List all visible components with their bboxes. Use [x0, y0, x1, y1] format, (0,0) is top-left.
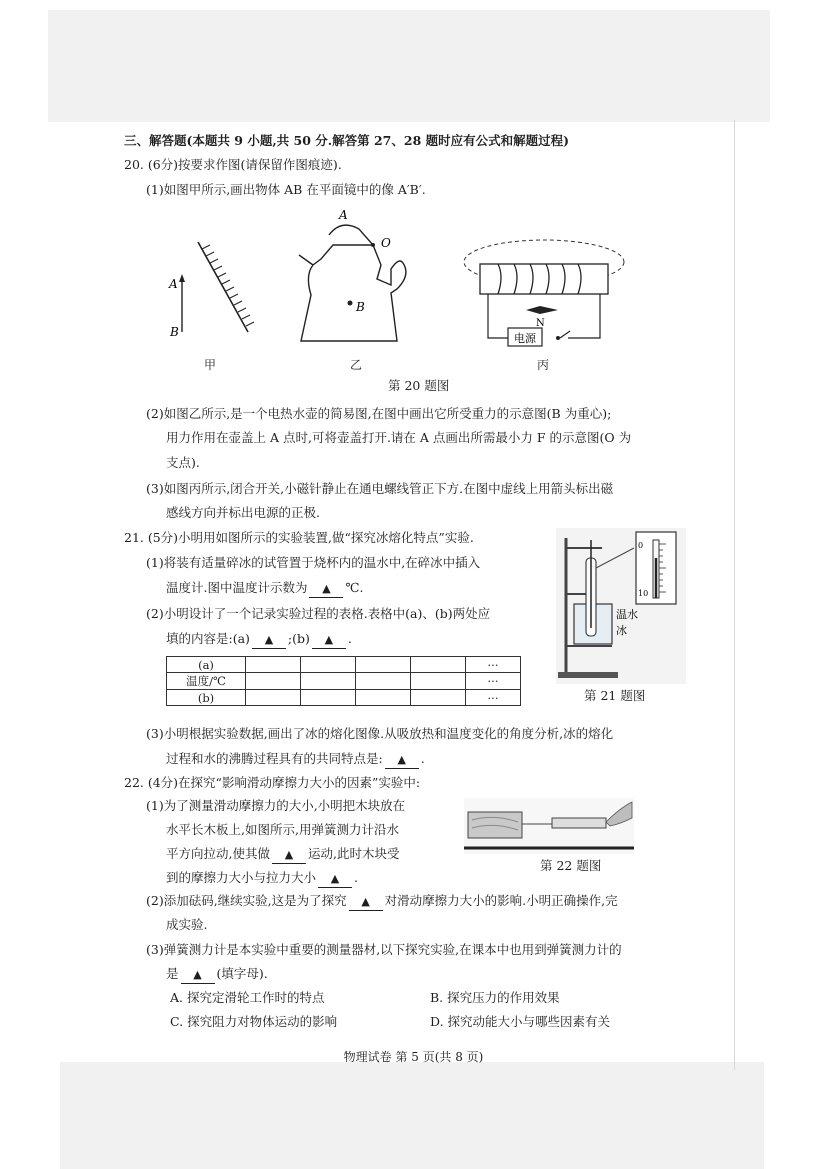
q20-part3-line2: 感线方向并标出电源的正极. — [166, 505, 320, 520]
object-arrowhead — [179, 274, 185, 282]
answer-blank-b[interactable]: ▲ — [312, 632, 346, 649]
ellipsis: ··· — [466, 657, 521, 673]
q20-part2-line2: 用力作用在壶盖上 A 点时,可将壶盖打开.请在 A 点画出所需最小力 F 的示意图(O 为 — [166, 430, 632, 445]
q22-part1-line4 — [166, 870, 358, 888]
center-b — [348, 301, 353, 306]
warm-water-label: 温水 — [616, 608, 638, 621]
mirror-hatching — [202, 245, 254, 326]
table-cell[interactable] — [356, 690, 411, 706]
q21-part2-line1: (2)小明设计了一个记录实验过程的表格.表格中(a)、(b)两处应 — [146, 606, 491, 621]
label-o: O — [381, 236, 391, 250]
table-cell[interactable] — [246, 690, 301, 706]
q21-part1-line1: (1)将装有适量碎冰的试管置于烧杯内的温水中,在碎冰中插入 — [146, 555, 481, 570]
answer-blank[interactable]: ▲ — [318, 871, 352, 888]
table-cell[interactable] — [301, 690, 356, 706]
answer-blank[interactable]: ▲ — [385, 752, 419, 769]
switch-lever — [560, 331, 570, 338]
answer-blank[interactable]: ▲ — [349, 894, 383, 911]
kettle-spout — [299, 255, 313, 265]
ellipsis: ··· — [466, 673, 521, 690]
table-cell[interactable] — [411, 690, 466, 706]
option-a[interactable]: A. 探究定滑轮工作时的特点 — [170, 990, 325, 1005]
q22-part2-line2: 成实验. — [166, 917, 208, 932]
option-c[interactable]: C. 探究阻力对物体运动的影响 — [170, 1014, 338, 1029]
text: 是 — [166, 966, 179, 981]
q22-part3-line2 — [166, 966, 268, 984]
option-d[interactable]: D. 探究动能大小与哪些因素有关 — [430, 1014, 611, 1029]
text: 温度计.图中温度计示数为 — [166, 580, 308, 595]
answer-blank[interactable]: ▲ — [181, 967, 215, 984]
switch-contact — [556, 336, 560, 340]
text: . — [420, 751, 425, 766]
table-cell[interactable] — [411, 673, 466, 690]
q20-part1: (1)如图甲所示,画出物体 AB 在平面镜中的像 A′B′. — [146, 182, 426, 197]
text: 过程和水的沸腾过程具有的共同特点是: — [166, 751, 383, 766]
record-table — [166, 656, 521, 706]
label-a: A — [169, 277, 178, 291]
row-head: (b) — [167, 690, 246, 706]
label-b: B — [356, 300, 365, 314]
figure-yi-kettle — [295, 205, 415, 350]
answer-blank[interactable]: ▲ — [309, 581, 343, 598]
scale-top: 0 — [638, 541, 644, 550]
option-b[interactable]: B. 探究压力的作用效果 — [430, 990, 560, 1005]
compass-needle — [526, 306, 558, 314]
scan-margin-top — [48, 10, 770, 122]
q20-stem: 20. (6分)按要求作图(请保留作图痕迹). — [124, 157, 342, 172]
q22-part1-line2: 水平长木板上,如图所示,用弹簧测力计沿水 — [166, 822, 399, 837]
text: 到的摩擦力大小与拉力大小 — [166, 870, 317, 885]
ellipsis: ··· — [466, 690, 521, 706]
table-cell[interactable] — [246, 657, 301, 673]
text: ℃. — [345, 580, 364, 595]
kettle-lid — [329, 225, 373, 245]
row-head: (a) — [167, 657, 246, 673]
q22-part1-line3 — [166, 846, 399, 864]
text: 运动,此时木块受 — [307, 846, 400, 861]
q22-part2-line1 — [146, 893, 618, 911]
text: (2)添加砝码,继续实验,这是为了探究 — [146, 893, 347, 908]
text: 填的内容是:(a) — [166, 631, 250, 646]
table-row — [167, 673, 521, 690]
text: . — [347, 631, 352, 646]
text: 平方向拉动,使其做 — [166, 846, 270, 861]
q22-part3-line1: (3)弹簧测力计是本实验中重要的测量器材,以下探究实验,在课本中也用到弹簧测力计的 — [146, 942, 622, 957]
text: 对滑动摩擦力大小的影响.小明正确操作,完 — [384, 893, 618, 908]
table-cell[interactable] — [356, 673, 411, 690]
scan-margin-bottom — [60, 1062, 764, 1169]
figure-jia-mirror — [160, 232, 255, 347]
q22-stem: 22. (4分)在探究“影响滑动摩擦力大小的因素”实验中: — [124, 775, 421, 790]
pivot-o — [371, 243, 375, 247]
text: ;(b) — [287, 631, 310, 646]
caption-jia: 甲 — [204, 358, 217, 372]
figure-bing-solenoid — [460, 222, 630, 352]
scale-bottom: 10 — [638, 589, 649, 598]
page-footer: 物理试卷 第 5 页(共 8 页) — [343, 1050, 484, 1064]
table-cell[interactable] — [246, 673, 301, 690]
figure-21-apparatus — [556, 528, 686, 684]
fig21-caption: 第 21 题图 — [584, 688, 646, 703]
label-b: B — [170, 325, 179, 339]
spring-scale — [552, 818, 606, 828]
row-head: 温度/℃ — [167, 673, 246, 690]
power-label: 电源 — [514, 332, 536, 345]
table-cell[interactable] — [411, 657, 466, 673]
kettle-body — [301, 245, 406, 341]
label-n: N — [536, 318, 545, 329]
q21-part3-line2 — [166, 751, 425, 769]
table-cell[interactable] — [356, 657, 411, 673]
caption-bing: 丙 — [537, 358, 550, 372]
answer-blank[interactable]: ▲ — [272, 847, 306, 864]
q21-stem: 21. (5分)小明用如图所示的实验装置,做“探究冰熔化特点”实验. — [124, 530, 474, 545]
plane-mirror — [198, 242, 248, 332]
table-row — [167, 690, 521, 706]
q22-part1-line1: (1)为了测量滑动摩擦力的大小,小明把木块放在 — [146, 798, 406, 813]
q21-part3-line1: (3)小明根据实验数据,画出了冰的熔化图像.从吸放热和温度变化的角度分析,冰的熔化 — [146, 726, 614, 741]
q21-part1-line2 — [166, 580, 363, 598]
section-title: 三、解答题(本题共 9 小题,共 50 分.解答第 27、28 题时应有公式和解题过程) — [124, 133, 570, 148]
fig22-caption: 第 22 题图 — [540, 858, 602, 873]
label-a: A — [339, 208, 348, 222]
page-edge — [734, 120, 735, 1070]
wood-block — [468, 812, 522, 838]
table-cell[interactable] — [301, 657, 356, 673]
wire-right — [568, 294, 600, 338]
q21-part2-line2 — [166, 631, 352, 649]
figure-22-friction — [464, 798, 634, 854]
table-cell[interactable] — [301, 673, 356, 690]
text: . — [354, 870, 358, 885]
q20-part3-line1: (3)如图丙所示,闭合开关,小磁针静止在通电螺线管正下方.在图中虚线上用箭头标出磁 — [146, 481, 614, 496]
fig20-caption: 第 20 题图 — [388, 378, 450, 393]
caption-yi: 乙 — [350, 358, 363, 372]
stand-base — [558, 672, 618, 678]
answer-blank-a[interactable]: ▲ — [252, 632, 286, 649]
q20-part2-line1: (2)如图乙所示,是一个电热水壶的简易图,在图中画出它所受重力的示意图(B 为重心); — [146, 406, 612, 421]
table-row — [167, 657, 521, 673]
text: (填字母). — [216, 966, 268, 981]
ice-label: 冰 — [616, 624, 627, 637]
q20-part2-line3: 支点). — [166, 455, 200, 470]
